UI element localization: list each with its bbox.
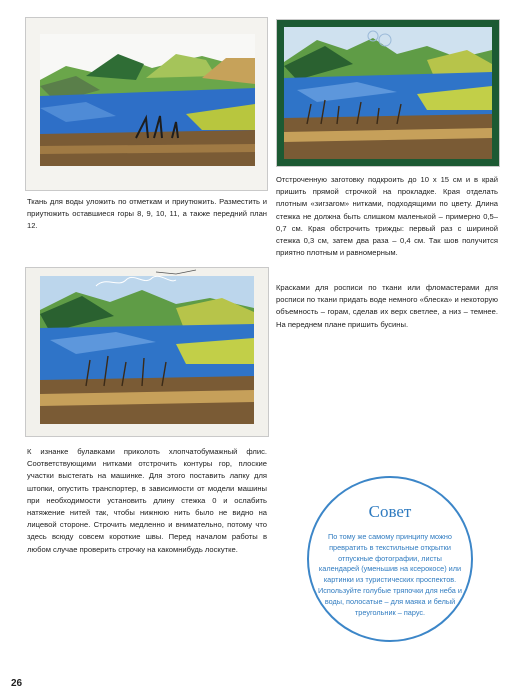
photo-step-1	[25, 17, 268, 191]
caption-step-1: Ткань для воды уложить по отметкам и приутюжить. Разместить и приутюжить оставшиеся горы 8, 9, 10, 11, а также передний план 12.	[27, 197, 267, 231]
caption-step-3: Красками для росписи по ткани или фломастерами для росписи по ткани придать воде немного «блеска» и некоторую объемность – горам, сделав их верх светлее, а низ – темнее. На переднем плане пришить бусины.	[276, 283, 498, 329]
tip-title: Совет	[368, 502, 412, 521]
caption-step-2: Отстроченную заготовку подкроить до 10 х 15 см и в край пришить прямой строчкой на прокладке. Края отделать плотным «зигзагом» нитками, подходящими по цвету. Длина стежка не должна быть слишком маленькой – примерно 0,5–0,7 см. Края обстрочить трижды: первый раз с шириной стежка 0,3 см, затем два раза – 0,4 см. Так шов получится приятно плотным и равномерным.	[276, 175, 498, 258]
page-number: 26	[11, 678, 23, 689]
landscape-fabric-image-1	[26, 18, 267, 190]
tip-circle	[307, 476, 473, 642]
photo-step-2	[276, 19, 500, 167]
photo-step-4	[25, 267, 269, 437]
landscape-fabric-image-2	[277, 20, 499, 166]
caption-step-4: К изнанке булавками приколоть хлопчатобумажный флис. Соответствующими нитками отстрочить контуры гор, плоские участки выстегать на машинке. Для этого поставить лапку для штопки, опустить транспортер, в зависимости от модели машины при необходимости установить длину стежка 0 и ослабить натяжение нитей так, чтобы нижнюю нить было не видно на лицевой стороне. Строчить медленно и внимательно, потому что здесь всюду совсем короткие швы. Перед началом работы в любом случае проверить строчку на какомнибудь лоскутке.	[27, 447, 267, 554]
landscape-fabric-image-3	[26, 268, 268, 436]
tip-text: По тому же самому принципу можно превратить в текстильные открытки отпускные фотографии, листы календарей (уменьшив на ксерокосе) или картинки из туристических проспектов. Используйте голубые тряпочки для неба и воды, полосатые – для маяка и белый треугольник – парус.	[318, 532, 462, 617]
